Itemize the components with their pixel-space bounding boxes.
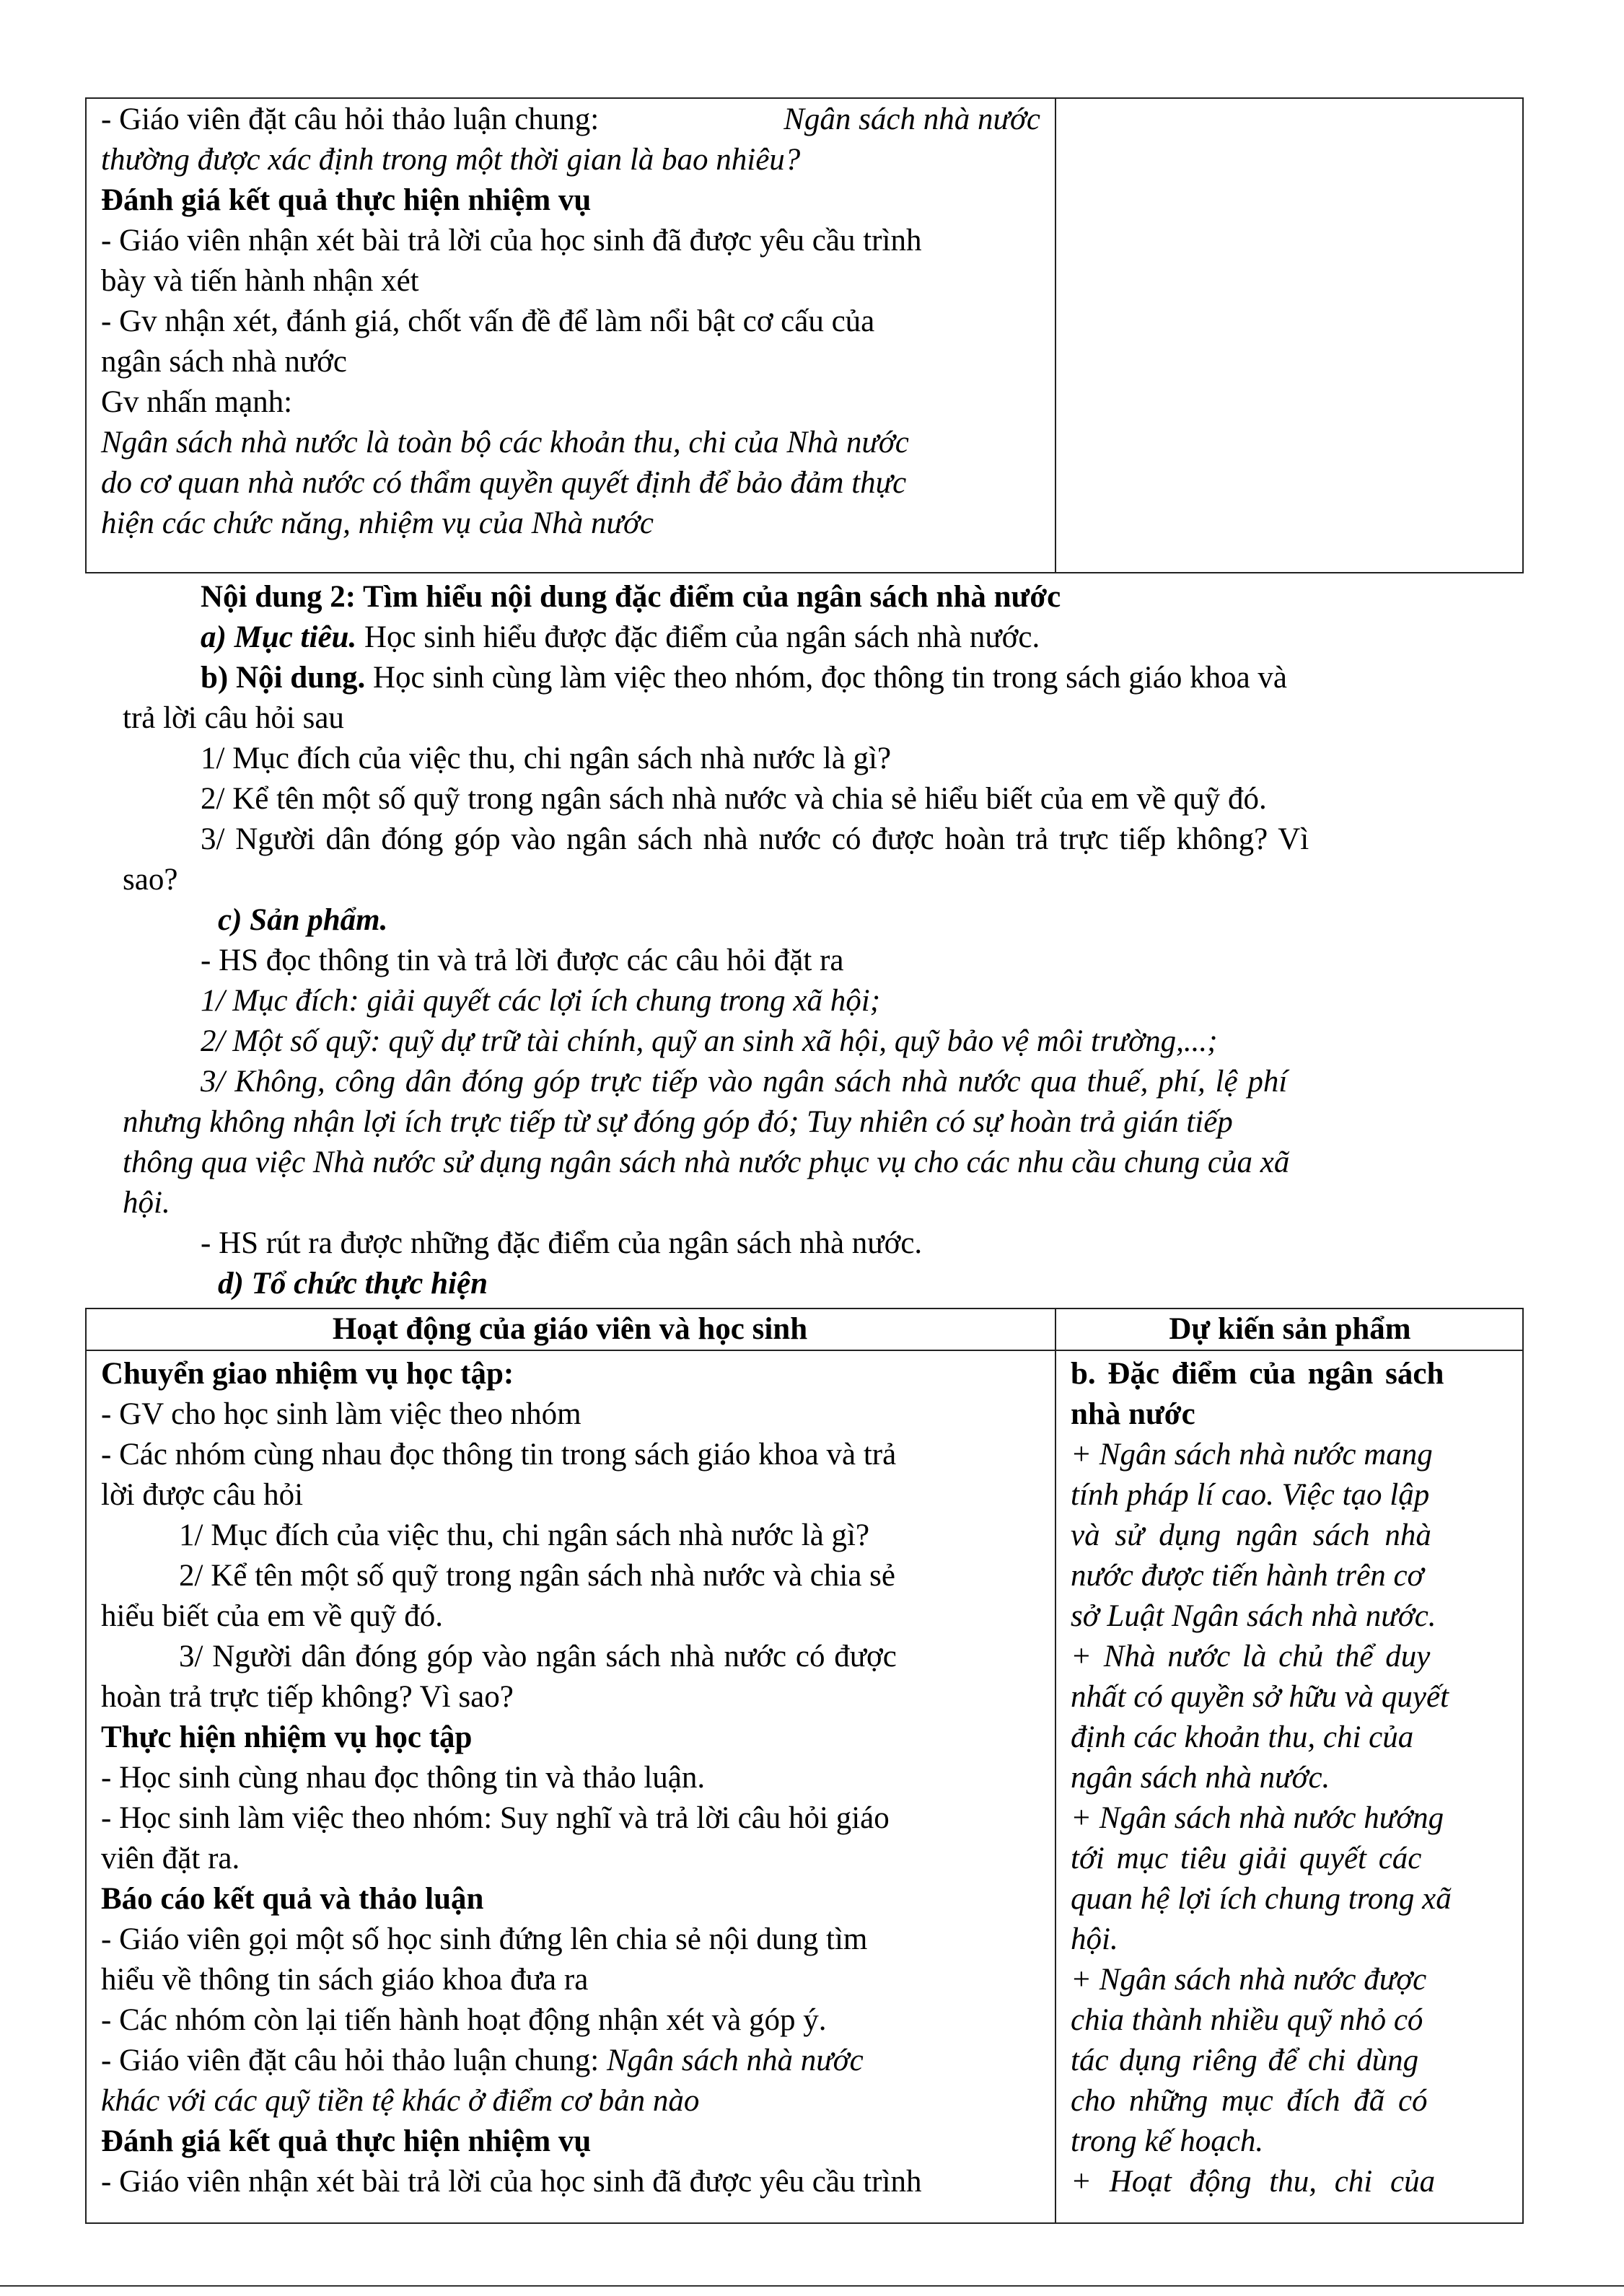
table-row: nhất có quyền sở hữu và quyết (1071, 1680, 1449, 1714)
table-header-expected-product: Dự kiến sản phẩm (1169, 1312, 1411, 1346)
table-header-activities: Hoạt động của giáo viên và học sinh (332, 1312, 808, 1346)
table-row: và sử dụng ngân sách nhà (1071, 1518, 1431, 1552)
page-bottom-rule (0, 2285, 1624, 2287)
table-row: + Nhà nước là chủ thể duy (1071, 1640, 1431, 1673)
table-row: chia thành nhiều quỹ nhỏ có (1071, 2003, 1423, 2037)
question-1: 1/ Mục đích của việc thu, chi ngân sách nhà nước là gì? (201, 742, 892, 775)
section-heading: Nội dung 2: Tìm hiểu nội dung đặc điểm của ngân sách nhà nước (201, 580, 1061, 614)
table-row: tác dụng riêng để chi dùng (1071, 2044, 1419, 2077)
table-row: + Hoạt động thu, chi của (1071, 2165, 1436, 2199)
product-item: - HS rút ra được những đặc điểm của ngân sách nhà nước. (201, 1226, 923, 1260)
table-row: thường được xác định trong một thời gian là bao nhiêu? (101, 143, 801, 177)
table-row: hoàn trả trực tiếp không? Vì sao? (101, 1680, 514, 1714)
product-item: nhưng không nhận lợi ích trực tiếp từ sự đóng góp đó; Tuy nhiên có sự hoàn trả gián tiếp (123, 1105, 1233, 1139)
table-row: - Các nhóm còn lại tiến hành hoạt động nhận xét và góp ý. (101, 2003, 827, 2037)
table-row: 3/ Người dân đóng góp vào ngân sách nhà nước có được (179, 1640, 897, 1673)
product-item: 3/ Không, công dân đóng góp trực tiếp vào ngân sách nhà nước qua thuế, phí, lệ phí (201, 1065, 1288, 1099)
table-row: - Giáo viên nhận xét bài trả lời của học sinh đã được yêu cầu trình (101, 224, 922, 258)
table-row: tính pháp lí cao. Việc tạo lập (1071, 1478, 1430, 1512)
table-row: - Học sinh làm việc theo nhóm: Suy nghĩ và trả lời câu hỏi giáo (101, 1801, 890, 1835)
table-row: hiểu về thông tin sách giáo khoa đưa ra (101, 1963, 589, 1997)
table-row: - Các nhóm cùng nhau đọc thông tin trong sách giáo khoa và trả (101, 1438, 897, 1472)
product-item: 2/ Một số quỹ: quỹ dự trữ tài chính, quỹ an sinh xã hội, quỹ bảo vệ môi trường,...; (201, 1024, 1218, 1058)
table-row: + Ngân sách nhà nước hướng (1071, 1801, 1444, 1835)
product-item: - HS đọc thông tin và trả lời được các câu hỏi đặt ra (201, 944, 844, 977)
content-paragraph: b) Nội dung. Học sinh cùng làm việc theo nhóm, đọc thông tin trong sách giáo khoa và (201, 661, 1288, 695)
table-row: - Giáo viên gọi một số học sinh đứng lên chia sẻ nội dung tìm (101, 1922, 868, 1956)
table-row: 1/ Mục đích của việc thu, chi ngân sách nhà nước là gì? (179, 1518, 870, 1552)
content-paragraph-cont: trả lời câu hỏi sau (123, 701, 344, 735)
table-row: quan hệ lợi ích chung trong xã (1071, 1882, 1452, 1916)
question-2: 2/ Kể tên một số quỹ trong ngân sách nhà nước và chia sẻ hiểu biết của em về quỹ đó. (201, 782, 1267, 816)
table-row: do cơ quan nhà nước có thẩm quyền quyết định để bảo đảm thực (101, 466, 907, 500)
table-continued-divider (1055, 97, 1056, 573)
table-row: ngân sách nhà nước. (1071, 1761, 1330, 1795)
question-3: 3/ Người dân đóng góp vào ngân sách nhà nước có được hoàn trả trực tiếp không? Vì (201, 822, 1309, 856)
product-item: thông qua việc Nhà nước sử dụng ngân sách nhà nước phục vụ cho các nhu cầu chung của xã (123, 1145, 1290, 1179)
table-row: sở Luật Ngân sách nhà nước. (1071, 1599, 1436, 1633)
table-row: b. Đặc điểm của ngân sách (1071, 1357, 1444, 1391)
table-row: ngân sách nhà nước (101, 345, 347, 379)
table-row: cho những mục đích đã có (1071, 2084, 1428, 2118)
table-row: bày và tiến hành nhận xét (101, 264, 419, 298)
table-row: 2/ Kể tên một số quỹ trong ngân sách nhà nước và chia sẻ (179, 1559, 895, 1593)
table-row: Ngân sách nhà nước là toàn bộ các khoản thu, chi của Nhà nước (101, 426, 909, 459)
table-row: - Giáo viên nhận xét bài trả lời của học sinh đã được yêu cầu trình (101, 2165, 922, 2199)
table-row: trong kế hoạch. (1071, 2124, 1264, 2158)
table-row: nước được tiến hành trên cơ (1071, 1559, 1424, 1593)
table-row: Gv nhấn mạnh: (101, 385, 293, 419)
table-row: hội. (1071, 1922, 1118, 1956)
table-row: Đánh giá kết quả thực hiện nhiệm vụ (101, 2124, 592, 2158)
table-row: - Gv nhận xét, đánh giá, chốt vấn đề để làm nổi bật cơ cấu của (101, 304, 875, 338)
product-item: 1/ Mục đích: giải quyết các lợi ích chung trong xã hội; (201, 984, 881, 1018)
table-row: Chuyển giao nhiệm vụ học tập: (101, 1357, 514, 1391)
table-row: - Giáo viên đặt câu hỏi thảo luận chung: Ngân sách nhà nước (101, 2044, 864, 2077)
content-label: b) Nội dung. (201, 661, 366, 695)
table-row: nhà nước (1071, 1397, 1195, 1431)
objective-paragraph: a) Mục tiêu. Học sinh hiểu được đặc điểm của ngân sách nhà nước. (201, 620, 1040, 654)
table-row: + Ngân sách nhà nước mang (1071, 1438, 1433, 1472)
question-3-cont: sao? (123, 863, 178, 897)
table-row: hiểu biết của em về quỹ đó. (101, 1599, 444, 1633)
organization-label: d) Tổ chức thực hiện (218, 1267, 488, 1301)
table-row: hiện các chức năng, nhiệm vụ của Nhà nước (101, 506, 654, 540)
table-row: + Ngân sách nhà nước được (1071, 1963, 1427, 1997)
table-row: Báo cáo kết quả và thảo luận (101, 1882, 484, 1916)
table-row: - Giáo viên đặt câu hỏi thảo luận chung: Ngân sách nhà nước (101, 102, 1040, 136)
table-row: viên đặt ra. (101, 1842, 240, 1875)
table-row: Thực hiện nhiệm vụ học tập (101, 1720, 473, 1754)
product-label: c) Sản phẩm. (218, 903, 388, 937)
table-row: lời được câu hỏi (101, 1478, 304, 1512)
table-row: định các khoản thu, chi của (1071, 1720, 1414, 1754)
table-row: - GV cho học sinh làm việc theo nhóm (101, 1397, 581, 1431)
product-item: hội. (123, 1186, 170, 1220)
activity-table-header-rule (85, 1350, 1524, 1351)
table-row: Đánh giá kết quả thực hiện nhiệm vụ (101, 183, 592, 217)
objective-label: a) Mục tiêu. (201, 620, 357, 654)
activity-table-divider (1055, 1308, 1056, 2224)
table-row: tới mục tiêu giải quyết các (1071, 1842, 1422, 1875)
table-row: - Học sinh cùng nhau đọc thông tin và thảo luận. (101, 1761, 706, 1795)
table-row: khác với các quỹ tiền tệ khác ở điểm cơ bản nào (101, 2084, 700, 2118)
